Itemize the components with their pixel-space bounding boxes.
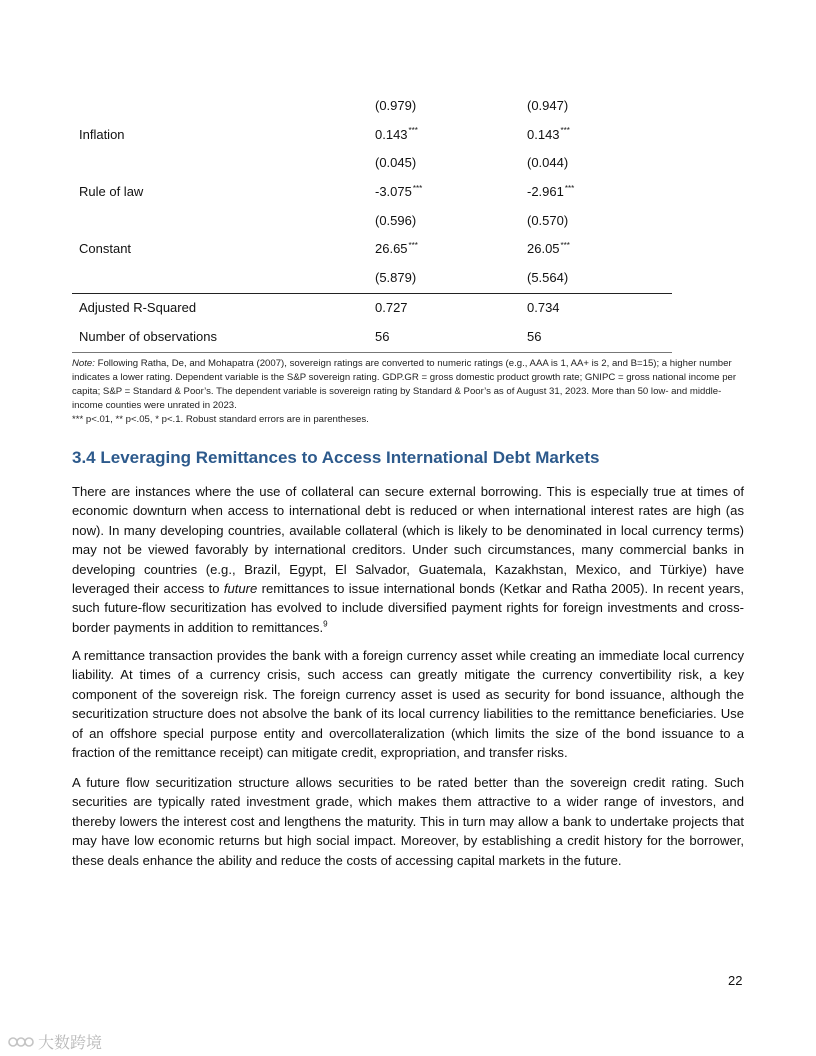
table-row bbox=[72, 178, 672, 207]
row-label: Rule of law bbox=[79, 184, 144, 200]
col1-value: 56 bbox=[375, 328, 390, 344]
paragraph-3: A future flow securitization structure allows securities to be rated better than the sovereign credit rating. Such securities are typically rated investment grade, which makes them attractive to a wider range of investors, and thereby lowers the interest cost and lengthens the maturity. This in turn may allow a bank to undertake projects that may have low economic returns but high social impact. Moreover, by establishing a credit history for the borrower, these deals enhance the ability and reduce the costs of accessing capital markets in the future. bbox=[72, 775, 744, 868]
regression-table bbox=[72, 92, 672, 353]
col2-value: (0.044) bbox=[527, 155, 569, 171]
col2-value: (0.570) bbox=[527, 212, 569, 228]
watermark-text: 大数跨境 bbox=[38, 1035, 103, 1052]
col1-value: 26.65*** bbox=[375, 241, 418, 257]
table-row bbox=[72, 207, 672, 236]
col2-value: 0.734 bbox=[527, 299, 560, 315]
significance-stars: *** bbox=[560, 126, 570, 136]
significance-stars: *** bbox=[560, 241, 570, 251]
col2-value: 26.05*** bbox=[527, 241, 570, 257]
table-bottom-rule bbox=[72, 352, 672, 353]
row-label: Constant bbox=[79, 241, 132, 257]
significance-note: *** p<.01, ** p<.05, * p<.1. Robust standard errors are in parentheses. bbox=[72, 414, 369, 425]
paragraph-2: A remittance transaction provides the bank with a foreign currency asset while creating an immediate local currency liability. At times of a currency crisis, such access can greatly mitigate the currency convertibility risk, a key component of the sovereign risk. The foreign currency asset is used as security for bond issuance, although the securitization structure does not absolve the bank of its local currency liabilities to the remittance beneficiaries. Use of an offshore special purpose entity and overcollateralization (which limits the size of the bond issuance to a fraction of the remittance receipt) can mitigate credit, expropriation, and transfer risks. bbox=[72, 648, 744, 761]
col2-value: 56 bbox=[527, 328, 542, 344]
emphasis-future: future bbox=[223, 581, 258, 597]
row-label: Adjusted R-Squared bbox=[79, 299, 197, 315]
col1-value: 0.143*** bbox=[375, 126, 418, 142]
summary-row bbox=[72, 323, 672, 352]
col1-value: (0.596) bbox=[375, 212, 417, 228]
table-row bbox=[72, 235, 672, 264]
summary-row bbox=[72, 293, 672, 323]
col1-value: (0.979) bbox=[375, 98, 417, 113]
row-label: Inflation bbox=[79, 126, 125, 142]
significance-stars: *** bbox=[408, 126, 418, 136]
col1-value: (0.045) bbox=[375, 155, 417, 171]
col1-value: -3.075*** bbox=[375, 183, 423, 200]
table-row bbox=[72, 121, 672, 150]
col1-value: 0.727 bbox=[375, 299, 408, 315]
col2-value: (5.564) bbox=[527, 270, 569, 286]
table-row bbox=[72, 92, 672, 121]
footnote-ref[interactable]: 9 bbox=[323, 619, 328, 629]
paragraph-1: There are instances where the use of collateral can secure external borrowing. This is especially true at times of economic downturn when access to international debt is reduced or when international interest rates are high (as now). In many developing countries, available collateral (which is likely to be denominated in local currency terms) may not be viewed favorably by international creditors. Under such circumstances, many commercial banks in developing countries (e.g., Brazil, Egypt, El Salvador, Guatemala, Kazakhstan, Mexico, and Türkiye) have leveraged their access to future remittances to issue international bonds (Ketkar and Ratha 2005). In recent years, such future-flow securitization has evolved to include diversified payment rights for foreign investments and cross-border payments in addition to remittances.$^9$ bbox=[72, 484, 744, 635]
watermark bbox=[8, 1030, 102, 1053]
col2-value: (0.947) bbox=[527, 98, 569, 113]
section-heading: 3.4 Leveraging Remittances to Access International Debt Markets bbox=[72, 448, 600, 467]
row-label: Number of observations bbox=[79, 328, 218, 344]
significance-stars: *** bbox=[408, 241, 418, 251]
significance-stars: *** bbox=[564, 183, 575, 193]
col1-value: (5.879) bbox=[375, 270, 417, 286]
note-label: Note: bbox=[72, 358, 95, 369]
table-row bbox=[72, 149, 672, 178]
note-text: Note: Following Ratha, De, and Mohapatra (2007), sovereign ratings are converted to numeric ratings (e.g., AAA is 1, AA+ is 2, and B=15); a higher number indicates a lower rating. Dependent variable is the S&P sovereign rating. GDP.GR = gross domestic product growth rate; GNIPC = gross national income per capita; S&P = Standard & Poor’s. The dependent variable is sovereign rating by Standard & Poor’s as of August 31, 2023. More than 50 low- and middle-income counties were unrated in 2023. bbox=[72, 358, 737, 411]
table-row bbox=[72, 264, 672, 293]
table-note bbox=[72, 357, 744, 427]
col2-value: 0.143*** bbox=[527, 126, 570, 142]
col2-value: -2.961*** bbox=[527, 183, 575, 200]
significance-stars: *** bbox=[412, 183, 423, 193]
watermark-logo-icon bbox=[8, 1034, 34, 1050]
page-number: 22 bbox=[728, 973, 743, 988]
